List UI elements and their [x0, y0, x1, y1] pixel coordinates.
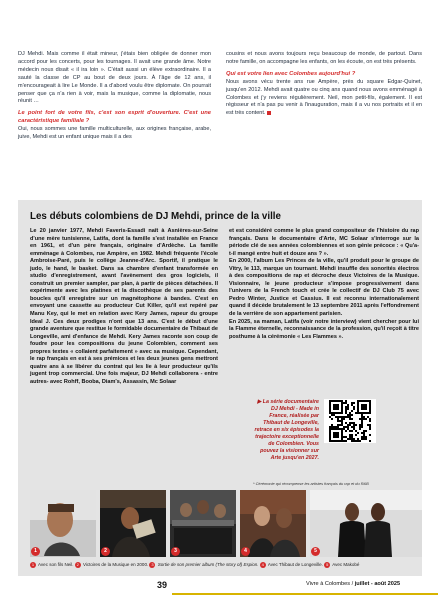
box-paragraph: Le 20 janvier 1977, Mehdi Faveris-Essadi naît à Asnières-sur-Seine d'une mère tunisienne, Latifa, dont la famille s'est installée en France en 1961, et d'un père français, originaire d'Ardèche. La famille emménage à Colombes, rue Ampère, en 1982. Mehdi fréquente l'école Ambroise-Paré, puis le collège Jeanne-d'Arc. Sportif, il pratique le judo, le hand, le basket. Dans sa chambre d'enfant transformée en studio d'enregistrement, avant l'avènement des gros logiciels, il construit un premier sampler, par plan, à partir de pièces détachées. Il expérimente avec les platines et la discothèque de ses parents des boucles qu'il enregistre sur un magnétophone à bandes. C'est en envoyant une cassette au producteur Cut Killer, qu'il est repéré par Manu Key, qui le met en relation avec Kery James, rapeur du groupe Ideal J. Ces deux prodiges n'ont que 13 ans. C'est le début d'une grande aventure que restitue le formidable documentaire de Thibaut de Longeville, ami d'enfance de Mehdi. Kery James raconte son coup de foudre pour les compositions du jeune Colombien, comment ses propres textes « collaient parfaitement » avec sa musique. Cependant, le rap français en est à ses prémices et les deux jeunes gens mettront quatre ans à se libérer du contrat qui les lie à leur producteur qu'ils jugent trop commercial. Une fois majeur, DJ Mehdi collaborera - entre autres- avec Rohff, Booba, Diam's, Assassin, Mc Solaar	[30, 228, 218, 385]
qr-module	[369, 434, 371, 436]
box-paragraph: et est considéré comme le plus grand compositeur de l'histoire du rap français. Dans le documentaire d'Arte, MC Solaar s'interroge sur la période clé de ses années colombiennes et son génie précoce : « Qu'a-t-il mangé entre huit et douze ans ? ».	[229, 228, 419, 257]
interview-paragraph: Oui, nous sommes une famille multiculturelle, aux origines française, arabe, juive, Mehdi est un enfant unique mais il a des	[18, 126, 211, 141]
qr-module	[365, 438, 367, 440]
qr-module	[331, 418, 333, 420]
qr-module	[359, 440, 361, 442]
caption-number: 2	[76, 562, 79, 567]
qr-module	[361, 426, 363, 428]
box-right-column	[229, 228, 419, 341]
documentary-caption-text: La série documentaire DJ Mehdi - Made in France, réalisée par Thibaut de Longeville, retrace en six épisodes la trajectoire exceptionnelle de Colombien. Vous pouvez la visionner sur Arte jusqu'en 2027.	[254, 399, 319, 461]
caption-number: 3	[151, 562, 154, 567]
qr-module	[353, 402, 355, 404]
magazine-footer	[306, 581, 400, 587]
qr-code[interactable]	[324, 399, 376, 443]
qr-module	[343, 418, 345, 420]
qr-module	[353, 408, 355, 410]
qr-module	[369, 428, 371, 430]
caption-text: Avec Makobé	[332, 562, 360, 567]
interview-right-column	[226, 51, 422, 118]
photo-4	[240, 490, 306, 557]
caption-number: 5	[326, 562, 329, 567]
footnote: * Cérémonie qui récompense les artistes français du rap et du R&B	[253, 481, 369, 486]
footer-rule	[172, 593, 438, 595]
qr-module	[345, 430, 347, 432]
interview-left-column	[18, 51, 211, 142]
box-title: Les débuts colombiens de DJ Mehdi, prince de la ville	[30, 211, 281, 222]
photo-3	[170, 490, 236, 557]
qr-module	[337, 436, 339, 438]
photo-5	[310, 490, 422, 557]
interview-paragraph	[226, 79, 422, 119]
interview-answer-text: Nous avons vécu trente ans rue Ampère, près du square Edgar-Quinet, jusqu'en 2012. Mehdi avait quatre ou cinq ans quand nous avons emménagé à Colombes et j'y reviens régulièrement. Neil, mon petit-fils, également. Il est régisseur et n'a pas pu venir à l'inauguration, mais il a vu nos portraits et il en est très content.	[226, 78, 422, 117]
qr-module	[351, 414, 353, 416]
magazine-name: Vivre à Colombes	[306, 581, 351, 587]
qr-module	[365, 408, 367, 410]
qr-module	[365, 430, 367, 432]
qr-module	[369, 420, 371, 422]
photo-number-badge: 3	[171, 547, 180, 556]
caption-text: Sortie de son premier album (The story of) Espion.	[157, 562, 259, 567]
photo-captions	[30, 562, 359, 568]
qr-module	[359, 428, 361, 430]
caption-text: Victoires de la Musique en 2000.	[82, 562, 149, 567]
qr-module	[355, 424, 357, 426]
qr-module	[351, 430, 353, 432]
interview-paragraph: DJ Mehdi. Mais comme il était mineur, j'étais bien obligée de donner mon accord pour les concerts, pour les tournages. Il avait une grande âme. Notre médecin nous disait « il ira loin ». C'était aussi un élève extraordinaire. Il a sauté la classe de CP au bout de deux jours. À l'âge de 12 ans, il m'encourageait à lire Le Monde. Il a d'abord voulu être diplomate. On pourrait penser que ça n'a rien à voir, mais la musique, comme la diplomatie, nous réunit …	[18, 51, 211, 105]
qr-module	[347, 408, 349, 410]
qr-module	[365, 418, 367, 420]
photo-number-badge: 4	[241, 547, 250, 556]
issue-date: juillet - août 2025	[354, 581, 401, 587]
interview-paragraph: cousins et nous avons toujours reçu beaucoup de monde, de partout. Dans notre famille, on accompagne les enfants, on les écoute, on est très présents.	[226, 51, 422, 65]
end-of-article-mark	[267, 111, 271, 115]
qr-module	[355, 434, 357, 436]
caption-text: Avec son fils Neil.	[38, 562, 74, 567]
box-left-column	[30, 228, 218, 386]
qr-module	[337, 408, 339, 410]
qr-module	[341, 412, 343, 414]
caption-number: 4	[261, 562, 264, 567]
footer-separator: /	[351, 581, 354, 587]
documentary-caption	[253, 399, 319, 462]
photo-number-badge: 2	[101, 547, 110, 556]
qr-module	[357, 432, 359, 434]
caption-marker-icon: ▶	[257, 399, 263, 405]
box-paragraph: En 2000, l'album Les Princes de la ville, qu'il produit pour le groupe de Vitry, le 113, marque un tournant. Mehdi insuffle des sonorités électros à des compositions de rap et décroche deux Victoires de la Musique. Visionnaire, le jeune producteur s'impose progressivement dans l'univers de la French touch et crée le collectif de DJ Club 75 avec Pedro Winter, Justice et Cassius. Il est reconnu internationalement quand il décède brutalement le 13 septembre 2011 après l'effondrement de la verrière de son appartement parisien.	[229, 258, 419, 318]
photo-number-badge: 5	[311, 547, 320, 556]
caption-number: 1	[31, 562, 35, 567]
box-paragraph: En 2025, sa maman, Latifa (voir notre interview) vient chercher pour lui la Flamme éternelle, reconnaissance de la profession, qu'il reçoit à titre posthume à la cérémonie « Les Flammes ».	[229, 318, 419, 340]
interview-question: Le point fort de votre fils, c'est son esprit d'ouverture. C'est une caractéristique familiale ?	[18, 110, 211, 125]
photo-number-badge: 1	[31, 547, 40, 556]
qr-module	[351, 418, 353, 420]
page-number: 39	[157, 580, 168, 590]
interview-question: Qui est votre lien avec Colombes aujourd'hui ?	[226, 70, 356, 77]
qr-module	[369, 440, 371, 442]
qr-module	[345, 440, 347, 442]
qr-module	[351, 410, 353, 412]
photo-2	[100, 490, 166, 557]
qr-module	[369, 412, 371, 414]
caption-text: Avec Thibaut de Longeville.	[267, 562, 323, 567]
photo-1	[30, 490, 96, 557]
